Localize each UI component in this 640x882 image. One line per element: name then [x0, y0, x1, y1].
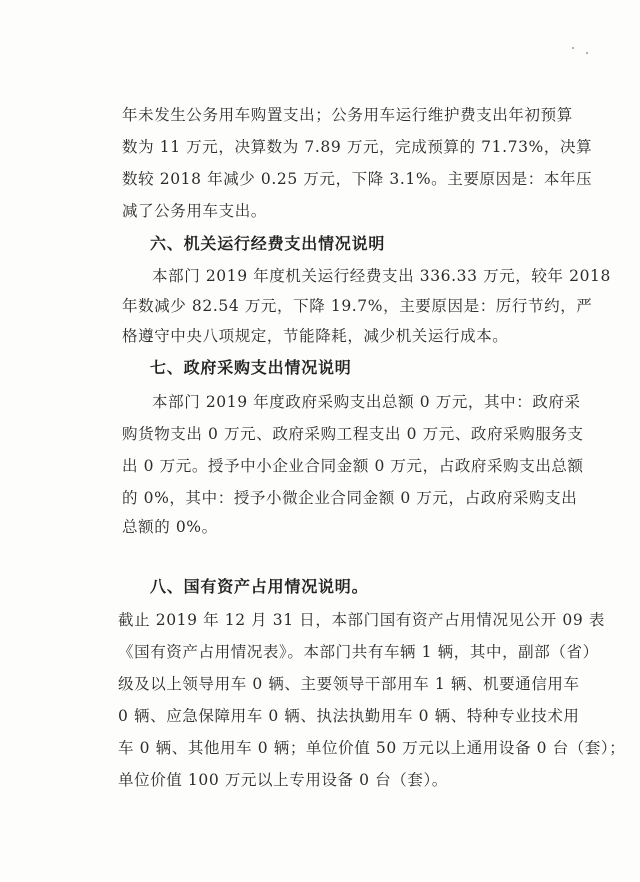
paragraph-line: 格遵守中央八项规定，节能降耗，减少机关运行成本。	[122, 327, 509, 345]
scan-speck	[586, 52, 588, 54]
paragraph-line: 车 0 辆、其他用车 0 辆；单位价值 50 万元以上通用设备 0 台（套）；	[118, 739, 626, 757]
paragraph-line: 数为 11 万元，决算数为 7.89 万元，完成预算的 71.73%，决算	[122, 138, 593, 156]
paragraph-line: 《国有资产占用情况表》。本部门共有车辆 1 辆，其中，副部（省）	[118, 643, 599, 661]
section-heading: 六、机关运行经费支出情况说明	[150, 234, 386, 253]
paragraph-line: 总额的 0%。	[122, 518, 218, 536]
paragraph-line: 本部门 2019 年度机关运行经费支出 336.33 万元，较年 2018	[152, 267, 611, 285]
paragraph-line: 截止 2019 年 12 月 31 日，本部门国有资产占用情况见公开 09 表	[118, 611, 605, 629]
paragraph-line: 数较 2018 年减少 0.25 万元，下降 3.1%。主要原因是：本年压	[122, 170, 593, 188]
section-heading: 八、国有资产占用情况说明。	[150, 577, 369, 596]
paragraph-line: 级及以上领导用车 0 辆、主要领导干部用车 1 辆、机要通信用车	[118, 675, 580, 693]
paragraph-line: 本部门 2019 年度政府采购支出总额 0 万元，其中：政府采	[152, 393, 581, 411]
paragraph-line: 年未发生公务用车购置支出；公务用车运行维护费支出年初预算	[122, 106, 573, 124]
paragraph-line: 出 0 万元。授予中小企业合同金额 0 万元，占政府采购支出总额	[122, 457, 584, 475]
paragraph-line: 减了公务用车支出。	[122, 202, 267, 220]
paragraph-line: 0 辆、应急保障用车 0 辆、执法执勤用车 0 辆、特种专业技术用	[118, 707, 580, 725]
paragraph-line: 的 0%，其中：授予小微企业合同金额 0 万元，占政府采购支出	[122, 489, 578, 507]
paragraph-line: 单位价值 100 万元以上专用设备 0 台（套）。	[118, 771, 448, 789]
paragraph-line: 年数减少 82.54 万元，下降 19.7%，主要原因是：厉行节约，严	[122, 297, 593, 315]
scan-speck	[572, 47, 574, 49]
paragraph-line: 购货物支出 0 万元、政府采购工程支出 0 万元、政府采购服务支	[122, 425, 584, 443]
section-heading: 七、政府采购支出情况说明	[150, 358, 352, 377]
